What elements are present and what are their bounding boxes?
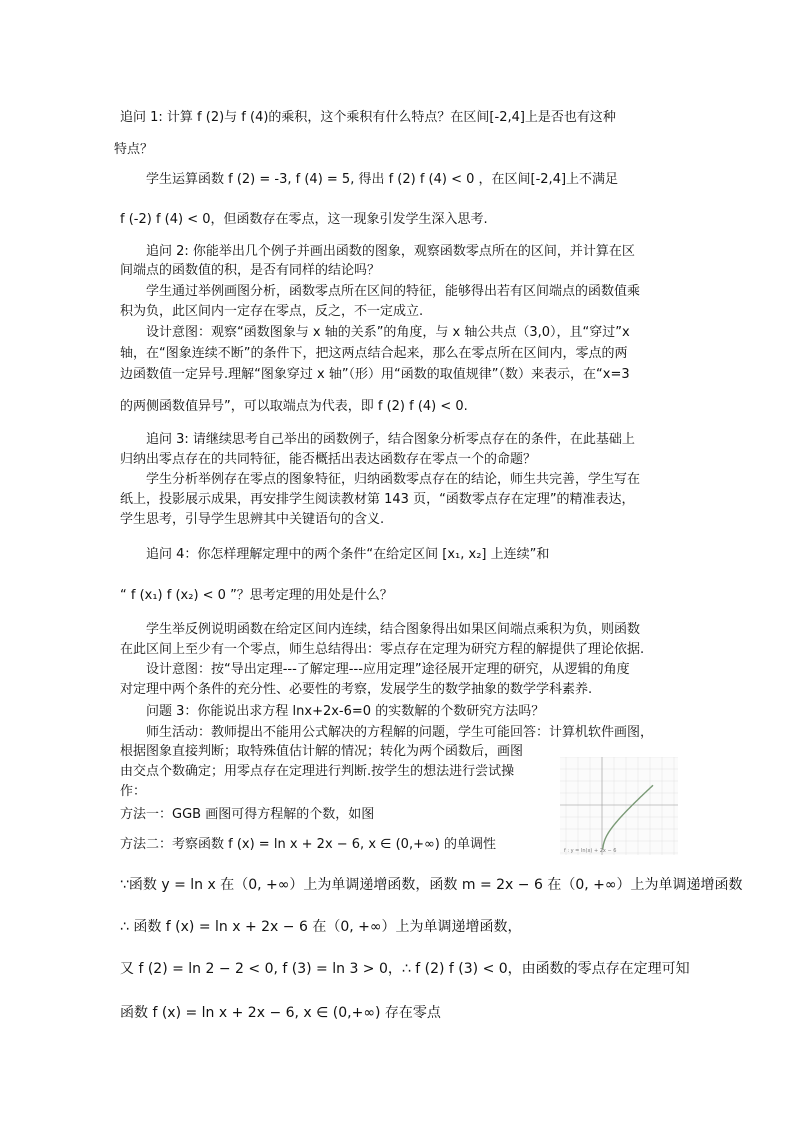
ggb-graph	[560, 757, 678, 855]
q3-answer-1: 学生分析举例存在零点的图象特征，归纳函数零点存在的结论，师生共完善，学生写在	[146, 472, 641, 487]
q3-answer-3: 学生思考，引导学生思辨其中关键语句的含义.	[120, 512, 385, 527]
q4-answer-2: 在此区间上至少有一个零点，师生总结得出：零点存在定理为研究方程的解提供了理论依据.	[120, 642, 645, 657]
problem3-activity-2: 根据图象直接判断；取特殊值估计解的情况；转化为两个函数后，画图	[120, 744, 524, 759]
q2-design-4: 的两侧函数值异号”，可以取端点为代表，即 f (2) f (4) < 0.	[120, 399, 468, 414]
solution-line-3: 又 f (2) = ln 2 − 2 < 0, f (3) = ln 3 > 0，∴ f (2) f (3) < 0，由函数的零点存在定理可知	[120, 961, 690, 977]
q1-answer-2: f (-2) f (4) < 0，但函数存在零点，这一现象引发学生深入思考.	[120, 212, 488, 227]
solution-line-1: ∵函数 y = ln x 在（0, +∞）上为单调递增函数，函数 m = 2x − 6 在（0, +∞）上为单调递增函数	[120, 877, 743, 893]
q3-line1: 追问 3: 请继续思考自己举出的函数例子，结合图象分析零点存在的条件，在此基础上	[146, 432, 635, 447]
q2-line2: 间端点的函数值的积，是否有同样的结论吗？	[120, 263, 381, 278]
solution-line-2: ∴ 函数 f (x) = ln x + 2x − 6 在（0, +∞）上为单调递增函数，	[120, 919, 522, 935]
problem3-title: 问题 3：你能说出求方程 lnx+2x-6=0 的实数解的个数研究方法吗？	[146, 704, 545, 719]
q4-line1: 追问 4：你怎样理解定理中的两个条件“在给定区间 [x₁, x₂] 上连续”和	[146, 547, 550, 562]
problem3-activity-3: 由交点个数确定；用零点存在定理进行判断.按学生的想法进行尝试操	[120, 764, 515, 779]
q4-design-2: 对定理中两个条件的充分性、必要性的考察，发展学生的数学抽象的数学学科素养.	[120, 682, 593, 697]
q4-answer-1: 学生举反例说明函数在给定区间内连续，结合图象得出如果区间端点乘积为负，则函数	[146, 622, 641, 637]
q4-line2: “ f (x₁) f (x₂) < 0 ”？思考定理的用处是什么？	[120, 588, 393, 603]
solution-line-4: 函数 f (x) = ln x + 2x − 6, x ∈ (0,+∞) 存在零点	[120, 1005, 441, 1021]
method-two: 方法二：考察函数 f (x) = ln x + 2x − 6, x ∈ (0,+∞) 的单调性	[120, 837, 497, 852]
q1-answer-1: 学生运算函数 f (2) = -3, f (4) = 5, 得出 f (2) f (4) < 0 ，在区间[-2,4]上不满足	[146, 172, 619, 187]
graph-background	[560, 757, 678, 855]
q2-design-1: 设计意图：观察“函数图象与 x 轴的关系”的角度，与 x 轴公共点（3,0），且“穿过”x	[146, 325, 630, 340]
q1-line1: 追问 1: 计算 f (2)与 f (4)的乘积，这个乘积有什么特点？在区间[-2,4]上是否也有这种	[120, 110, 616, 125]
method-one: 方法一：GGB 画图可得方程解的个数，如图	[120, 807, 375, 822]
problem3-activity-4: 作：	[120, 784, 147, 799]
q4-design-1: 设计意图：按“导出定理---了解定理---应用定理”途径展开定理的研究，从逻辑的角度	[146, 662, 630, 677]
q1-line2: 特点？	[114, 142, 154, 157]
q2-line1: 追问 2: 你能举出几个例子并画出函数的图象，观察函数零点所在的区间，并计算在区	[146, 244, 635, 259]
q2-design-3: 边函数值一定异号.理解“图象穿过 x 轴”（形）用“函数的取值规律”（数）来表示，在“x=3	[120, 367, 630, 382]
graph-caption: f : y = ln(x) + 2x − 6	[564, 848, 617, 854]
problem3-activity-1: 师生活动：教师提出不能用公式解决的方程解的问题，学生可能回答：计算机软件画图，	[146, 725, 654, 740]
q2-answer-2: 积为负，此区间内一定存在零点，反之，不一定成立.	[120, 304, 424, 319]
q2-answer-1: 学生通过举例画图分析，函数零点所在区间的特征，能够得出若有区间端点的函数值乘	[146, 284, 641, 299]
q3-answer-2: 纸上，投影展示成果，再安排学生阅读教材第 143 页，“函数零点存在定理”的精准表达，	[120, 492, 635, 507]
q3-line2: 归纳出零点存在的共同特征，能否概括出表达函数存在零点一个的命题？	[120, 452, 537, 467]
q2-design-2: 轴，在“图象连续不断”的条件下，把这两点结合起来，那么在零点所在区间内，零点的两	[120, 346, 628, 361]
